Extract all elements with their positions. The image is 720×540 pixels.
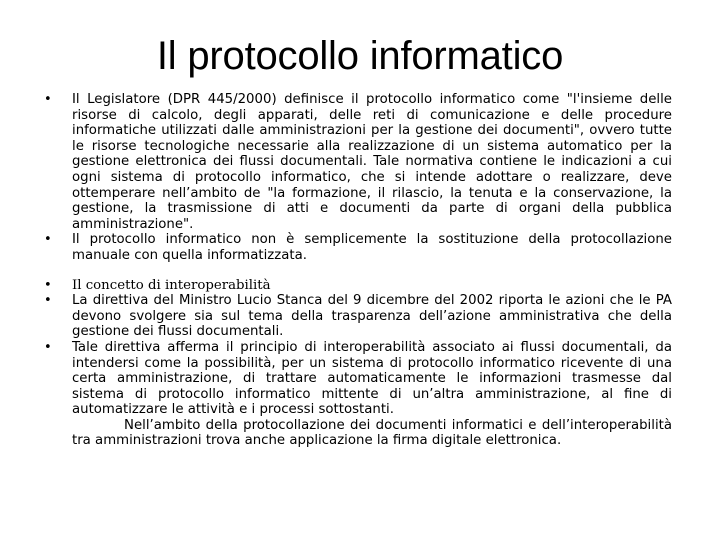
bullet-marker: • — [44, 232, 52, 248]
closing-paragraph: Nell’ambito della protocollazione dei documenti informatici e dell’interoperabilità tra amministrazioni trova anche applicazione la firma digitale elettronica. — [72, 417, 672, 449]
bullet-text: Il concetto di interoperabilità — [72, 277, 271, 293]
bullet-text: La direttiva del Ministro Lucio Stanca del 9 dicembre del 2002 riporta le azioni che le PA devono svolgere sia sul tema della trasparenza dell’azione amministrativa che della gestione dei flussi documentali. — [72, 293, 672, 340]
bullet-marker: • — [44, 92, 52, 107]
bullet-item-direttiva-stanca — [44, 293, 672, 340]
bullet-text: Il protocollo informatico non è semplicemente la sostituzione della protocollazione manuale con quella informatizzata. — [72, 232, 672, 263]
slide-title: Il protocollo informatico — [156, 34, 564, 78]
bullet-item-principio-interoperabilita — [44, 340, 672, 418]
spacer — [44, 264, 672, 278]
bullet-item-legislatore — [44, 92, 672, 232]
bullet-item-protocollo — [44, 232, 672, 263]
slide-content — [44, 92, 672, 449]
bullet-item-interoperabilita-heading — [44, 278, 672, 294]
bullet-marker: • — [44, 293, 52, 309]
bullet-text: Il Legislatore (DPR 445/2000) definisce il protocollo informatico come "l'insieme delle risorse di calcolo, degli apparati, delle reti di comunicazione e delle procedure informatiche utilizzati dalle amministrazioni per la gestione dei documenti", ovvero tutte le risorse tecnologiche necessarie alla realizzazione di un sistema automatico per la gestione elettronica dei flussi documentali. Tale normativa contiene le indicazioni a cui ogni sistema di protocollo informatico, che si intende adottare o realizzare, deve ottemperare nell’ambito de "la formazione, il rilascio, la tenuta e la conservazione, la gestione, la trasmissione di atti e documenti da parte di organi della pubblica amministrazione". — [72, 92, 672, 232]
bullet-marker: • — [44, 339, 52, 355]
bullet-marker: • — [44, 277, 52, 293]
bullet-text: Tale direttiva afferma il principio di interoperabilità associato ai flussi documentali, da intendersi come la possibilità, per un sistema di protocollo informatico ricevente di una certa amministrazione, di trattare automaticamente le informazioni trasmesse dal sistema di protocollo informatico mittente di un’altra amministrazione, al fine di automatizzare le attività e i processi sottostanti. — [72, 339, 672, 418]
